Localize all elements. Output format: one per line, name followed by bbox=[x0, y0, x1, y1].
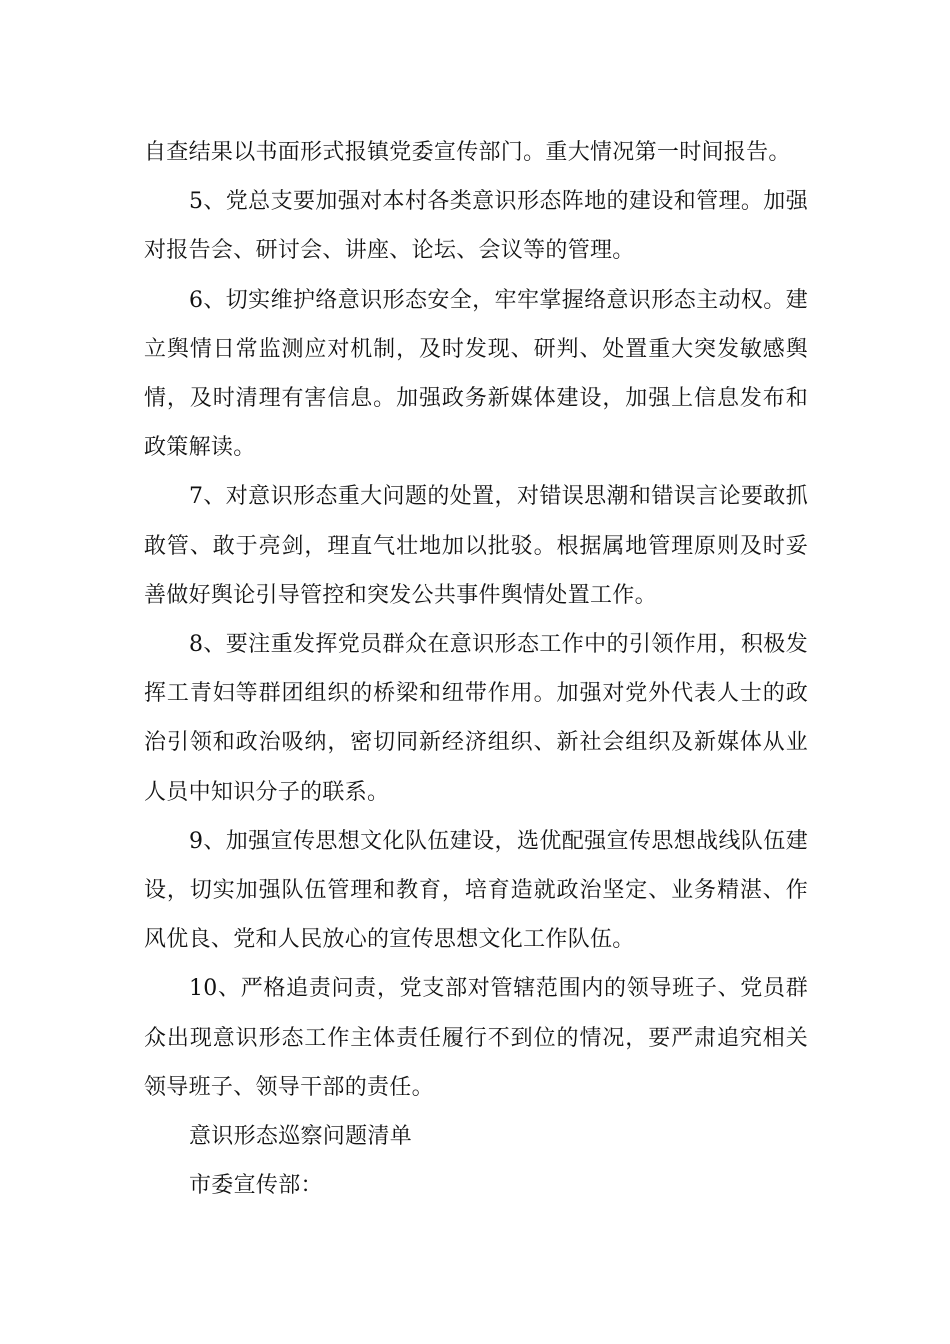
paragraph-item-10: 10、严格追责问责，党支部对管辖范围内的领导班子、党员群众出现意识形态工作主体责任履行不到位的情况，要严肃追究相关领导班子、领导干部的责任。 bbox=[144, 976, 808, 1100]
document-body bbox=[144, 128, 808, 1210]
addressee-line: 市委宣传部： bbox=[189, 1173, 323, 1199]
paragraph-item-8: 8、要注重发挥党员群众在意识形态工作中的引领作用，积极发挥工青妇等群团组织的桥梁和纽带作用。加强对党外代表人士的政治引领和政治吸纳，密切同新经济组织、新社会组织及新媒体从业人员中知识分子的联系。 bbox=[144, 632, 808, 805]
paragraph-item-5: 5、党总支要加强对本村各类意识形态阵地的建设和管理。加强对报告会、研讨会、讲座、论坛、会议等的管理。 bbox=[144, 189, 808, 264]
paragraph-continuation: 自查结果以书面形式报镇党委宣传部门。重大情况第一时间报告。 bbox=[144, 140, 791, 165]
section-heading: 意识形态巡察问题清单 bbox=[189, 1124, 413, 1150]
paragraph-item-7: 7、对意识形态重大问题的处置，对错误思潮和错误言论要敢抓敢管、敢于亮剑，理直气壮地加以批驳。根据属地管理原则及时妥善做好舆论引导管控和突发公共事件舆情处置工作。 bbox=[144, 484, 808, 608]
paragraph-item-9: 9、加强宣传思想文化队伍建设，选优配强宣传思想战线队伍建设，切实加强队伍管理和教育，培育造就政治坚定、业务精湛、作风优良、党和人民放心的宣传思想文化工作队伍。 bbox=[144, 828, 808, 953]
paragraph-item-6: 6、切实维护络意识形态安全，牢牢掌握络意识形态主动权。建立舆情日常监测应对机制，及时发现、研判、处置重大突发敏感舆情，及时清理有害信息。加强政务新媒体建设，加强上信息发布和政策解读。 bbox=[144, 287, 808, 461]
